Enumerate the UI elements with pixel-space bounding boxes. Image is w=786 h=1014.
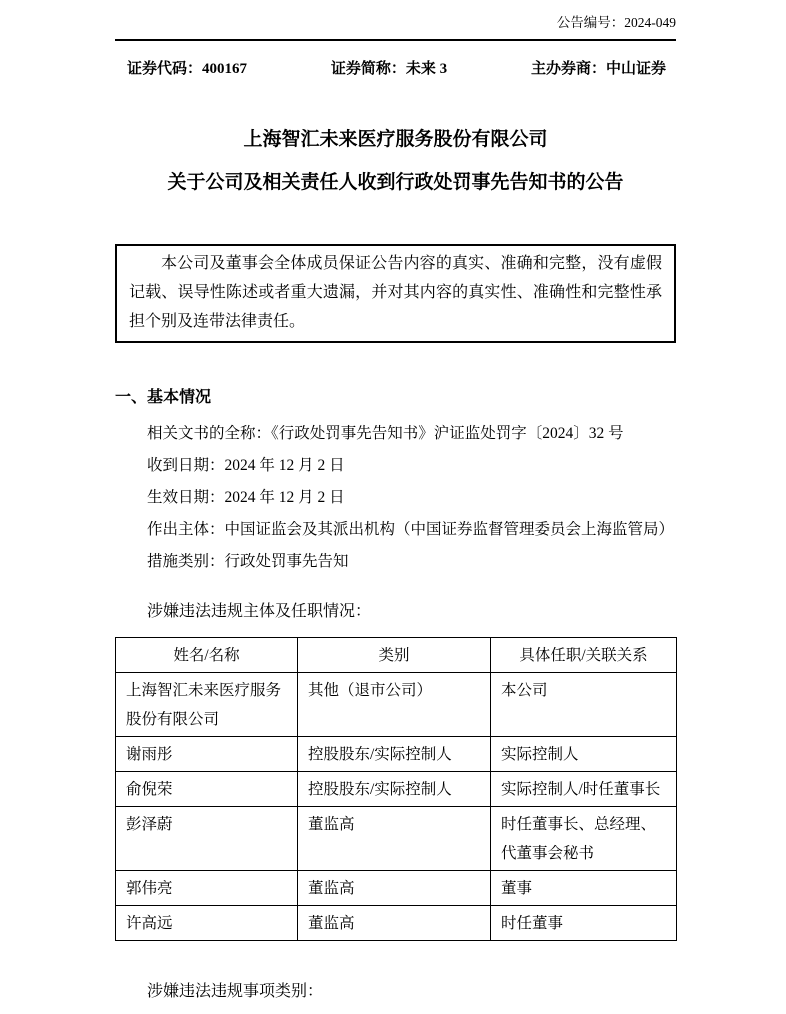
- col-header-category: 类别: [298, 638, 491, 673]
- cell-position: 实际控制人/时任董事长: [491, 772, 677, 807]
- table-row: [116, 737, 677, 772]
- cell-name: 郭伟亮: [116, 871, 298, 906]
- basic-info-details: [115, 418, 676, 578]
- cell-name: 谢雨彤: [116, 737, 298, 772]
- sponsor-broker: 主办券商：中山证券: [530, 61, 666, 77]
- cell-category: 控股股东/实际控制人: [298, 772, 491, 807]
- table-intro-text: 涉嫌违法违规主体及任职情况：: [147, 603, 372, 620]
- announcement-number: 公告编号：2024-049: [556, 15, 676, 30]
- cell-category: 董监高: [298, 871, 491, 906]
- table-row: [116, 807, 677, 871]
- col-header-position: 具体任职/关联关系: [491, 638, 677, 673]
- cell-name: 许高远: [116, 906, 298, 941]
- detail-document-name: 相关文书的全称：《行政处罚事先告知书》沪证监处罚字〔2024〕32 号: [147, 425, 624, 442]
- cell-position: 时任董事: [491, 906, 677, 941]
- table-row: [116, 772, 677, 807]
- detail-effective-date: 生效日期：2024 年 12 月 2 日: [147, 489, 345, 506]
- cell-position: 董事: [491, 871, 677, 906]
- cell-name: 俞倪荣: [116, 772, 298, 807]
- company-name-title: 上海智汇未来医疗服务股份有限公司: [243, 129, 548, 150]
- table-row: [116, 871, 677, 906]
- detail-issuing-authority: 作出主体：中国证监会及其派出机构（中国证券监督管理委员会上海监管局）: [147, 521, 675, 538]
- cell-position: 实际控制人: [491, 737, 677, 772]
- securities-short-name: 证券简称：未来 3: [330, 61, 448, 77]
- cell-name: 彭泽蔚: [116, 807, 298, 871]
- violation-category-label: 涉嫌违法违规事项类别：: [147, 983, 324, 1000]
- announcement-subject-title: 关于公司及相关责任人收到行政处罚事先告知书的公告: [167, 172, 624, 193]
- securities-info-row: [115, 59, 676, 80]
- cell-position: 时任董事长、总经理、代董事会秘书: [491, 807, 677, 871]
- header-rule: [115, 39, 676, 41]
- cell-category: 其他（退市公司）: [298, 673, 491, 737]
- disclaimer-text: 本公司及董事会全体成员保证公告内容的真实、准确和完整，没有虚假记载、误导性陈述或者重大遗漏，并对其内容的真实性、准确性和完整性承担个别及连带法律责任。: [129, 255, 662, 330]
- cell-category: 董监高: [298, 906, 491, 941]
- cell-category: 董监高: [298, 807, 491, 871]
- cell-position: 本公司: [491, 673, 677, 737]
- section-heading-basic-info: 一、基本情况: [115, 389, 212, 406]
- cell-name: 上海智汇未来医疗服务股份有限公司: [116, 673, 298, 737]
- detail-measure-type: 措施类别：行政处罚事先告知: [147, 553, 349, 570]
- securities-code: 证券代码：400167: [127, 61, 248, 77]
- detail-receive-date: 收到日期：2024 年 12 月 2 日: [147, 457, 345, 474]
- subjects-table: [115, 637, 677, 941]
- cell-category: 控股股东/实际控制人: [298, 737, 491, 772]
- table-row: [116, 673, 677, 737]
- table-header-row: [116, 638, 677, 673]
- col-header-name: 姓名/名称: [116, 638, 298, 673]
- table-row: [116, 906, 677, 941]
- page-content: [115, 0, 676, 1003]
- disclaimer-box: [115, 244, 676, 343]
